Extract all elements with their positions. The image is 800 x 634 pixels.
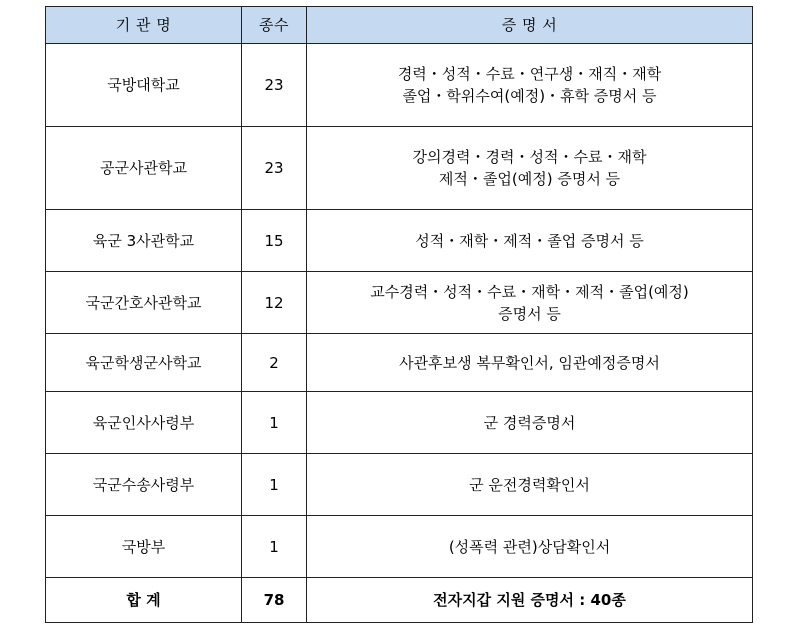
table-row	[46, 210, 753, 272]
cert-cell	[307, 127, 753, 210]
org-cell: 공군사관학교	[46, 127, 242, 210]
total-count: 78	[242, 578, 307, 623]
count-cell: 23	[242, 44, 307, 127]
table-row	[46, 392, 753, 454]
total-row	[46, 578, 753, 623]
cert-line: 경력・성적・수료・연구생・재직・재학	[397, 65, 662, 83]
cert-line: 사관후보생 복무확인서, 임관예정증명서	[399, 353, 660, 372]
cert-line: 교수경력・성적・수료・재학・제적・졸업(예정)	[370, 282, 689, 301]
header-org: 기 관 명	[46, 7, 242, 44]
count-cell: 23	[242, 127, 307, 210]
count-cell: 12	[242, 272, 307, 334]
count-cell: 1	[242, 392, 307, 454]
cert-line: 제적・졸업(예정) 증명서 등	[438, 170, 621, 188]
org-cell: 육군학생군사학교	[46, 334, 242, 392]
org-cell: 국방부	[46, 516, 242, 578]
cert-cell	[307, 392, 753, 454]
count-cell: 2	[242, 334, 307, 392]
cert-line: 강의경력・경력・성적・수료・재학	[412, 148, 647, 166]
table-header	[46, 7, 753, 44]
cert-line: 군 경력증명서	[483, 413, 576, 432]
cert-line: 성적・재학・제적・졸업 증명서 등	[415, 231, 644, 250]
total-label: 합 계	[46, 578, 242, 623]
table-row	[46, 127, 753, 210]
cert-cell	[307, 454, 753, 516]
table-row	[46, 272, 753, 334]
table-row	[46, 334, 753, 392]
table-row	[46, 516, 753, 578]
count-cell: 1	[242, 454, 307, 516]
cert-line: 증명서 등	[498, 304, 561, 323]
org-cell: 국군간호사관학교	[46, 272, 242, 334]
org-cell: 육군 3사관학교	[46, 210, 242, 272]
header-count: 종수	[242, 7, 307, 44]
header-cert: 증 명 서	[307, 7, 753, 44]
cert-cell	[307, 44, 753, 127]
cert-cell	[307, 516, 753, 578]
org-cell: 국군수송사령부	[46, 454, 242, 516]
cert-line: 졸업・학위수여(예정)・휴학 증명서 등	[402, 87, 657, 105]
count-cell: 1	[242, 516, 307, 578]
cert-cell	[307, 334, 753, 392]
cert-cell	[307, 272, 753, 334]
count-cell: 15	[242, 210, 307, 272]
total-cert: 전자지갑 지원 증명서 : 40종	[307, 578, 753, 623]
cert-cell	[307, 210, 753, 272]
org-cell: 국방대학교	[46, 44, 242, 127]
org-cell: 육군인사사령부	[46, 392, 242, 454]
cert-line: 군 운전경력확인서	[469, 475, 590, 494]
certificate-table	[45, 6, 753, 623]
table-row	[46, 454, 753, 516]
cert-line: (성폭력 관련)상담확인서	[448, 537, 611, 556]
table-row	[46, 44, 753, 127]
